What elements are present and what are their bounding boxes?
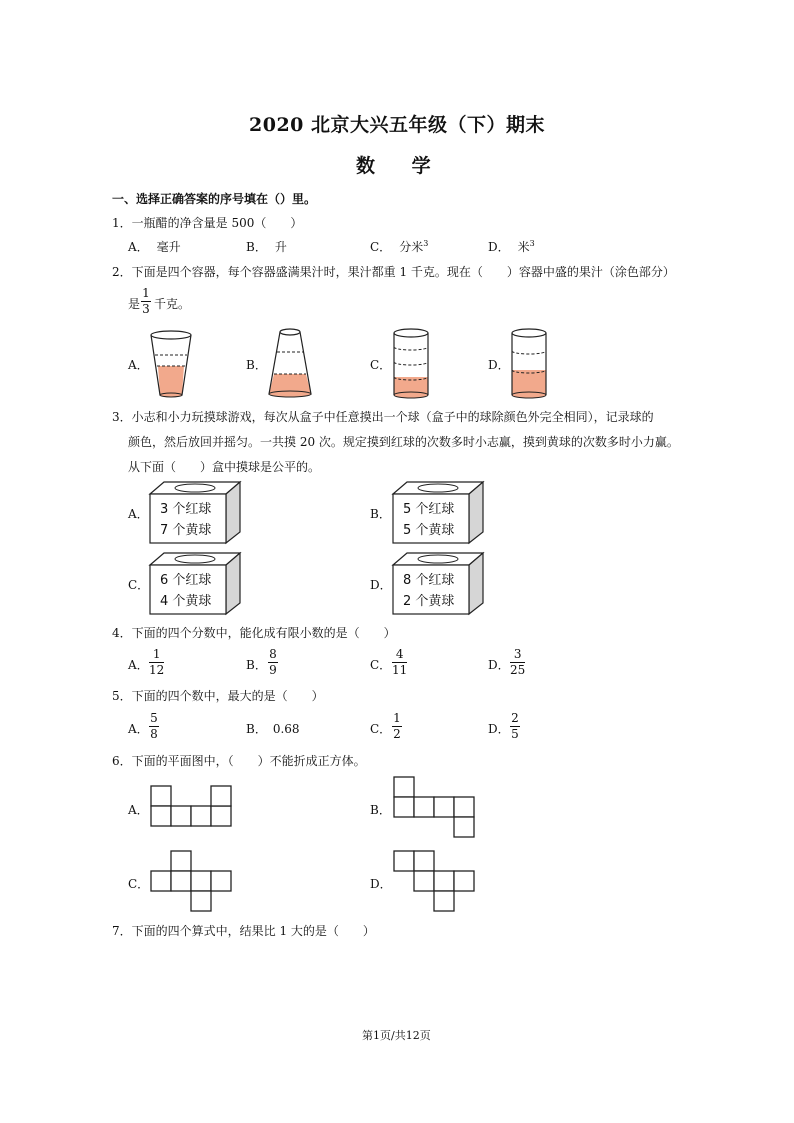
container-c-image[interactable] (389, 325, 433, 399)
q6-option-b-label[interactable]: B． (370, 803, 391, 817)
q4-option-b-fraction[interactable]: 8 9 (269, 647, 277, 677)
q6-option-d-label[interactable]: D． (370, 877, 392, 891)
page-title: 2020 北京大兴五年级（下）期末 (249, 114, 545, 136)
q1-option-d[interactable]: D． 米$^3$ (488, 239, 535, 254)
q2-option-b-label[interactable]: B． (246, 358, 267, 372)
q5-option-b[interactable]: B． 0.68 (246, 722, 300, 736)
red-ball-count: 8 个红球 (403, 573, 455, 588)
q5-option-c[interactable]: C． (370, 722, 392, 736)
q2-option-d-label[interactable]: D． (488, 358, 510, 372)
q6-net-d[interactable] (393, 850, 477, 914)
q6-net-a[interactable] (150, 785, 234, 829)
question-4-stem: 4．下面的四个分数中，能化成有限小数的是（ ） (112, 626, 396, 640)
q4-option-a[interactable]: A． (128, 658, 149, 672)
juice-fill (512, 370, 546, 395)
q3-box-c[interactable] (148, 551, 242, 615)
q3-option-d-label[interactable]: D． (370, 578, 392, 592)
q1-option-c[interactable]: C． 分米$^3$ (370, 239, 429, 254)
yellow-ball-count: 2 个黄球 (403, 594, 455, 609)
section-heading: 一、选择正确答案的序号填在（）里。 (112, 192, 317, 206)
q4-option-c[interactable]: C． (370, 658, 392, 672)
q5-option-d[interactable]: D． (488, 722, 510, 736)
q3-box-a[interactable] (148, 480, 242, 544)
q5-option-c-fraction[interactable]: 1 2 (393, 711, 401, 741)
yellow-ball-count: 7 个黄球 (160, 523, 212, 538)
q3-option-b-label[interactable]: B． (370, 507, 391, 521)
q5-option-d-fraction[interactable]: 2 5 (511, 711, 519, 741)
red-ball-count: 5 个红球 (403, 502, 455, 517)
q3-box-d[interactable] (391, 551, 485, 615)
q2-option-c-label[interactable]: C． (370, 358, 392, 372)
question-7-stem: 7．下面的四个算式中，结果比 1 大的是（ ） (112, 924, 375, 938)
q6-net-b[interactable] (393, 776, 477, 840)
question-3-stem-line-3: 从下面（ ）盒中摸球是公平的。 (128, 460, 321, 474)
q2-option-a-label[interactable]: A． (128, 358, 149, 372)
yellow-ball-count: 5 个黄球 (403, 523, 455, 538)
q4-option-d[interactable]: D． (488, 658, 510, 672)
q3-box-b[interactable] (391, 480, 485, 544)
juice-fill (158, 366, 184, 395)
question-3-stem-line-1: 3．小志和小力玩摸球游戏，每次从盒子中任意摸出一个球（盒子中的球除颜色外完全相同），记录球的 (112, 410, 654, 424)
q1-option-b[interactable]: B． 升 (246, 240, 287, 254)
question-2-stem: 2．下面是四个容器，每个容器盛满果汁时，果汁都重 1 千克。现在（ ）容器中盛的果汁（涂色部分） (112, 265, 675, 279)
red-ball-count: 3 个红球 (160, 502, 212, 517)
question-6-stem: 6．下面的平面图中，（ ）不能折成正方体。 (112, 754, 366, 768)
red-ball-count: 6 个红球 (160, 573, 212, 588)
container-a-image[interactable] (148, 325, 194, 399)
q3-option-a-label[interactable]: A． (128, 507, 149, 521)
question-3-stem-line-2: 颜色，然后放回并摇匀。一共摸 20 次。规定摸到红球的次数多时小志赢，摸到黄球的次数多时小力赢。 (128, 435, 679, 449)
q5-option-a[interactable]: A． (128, 722, 149, 736)
page-footer: 第1页/共12页 (362, 1029, 431, 1042)
container-d-image[interactable] (507, 325, 551, 399)
q5-option-a-fraction[interactable]: 5 8 (150, 711, 158, 741)
container-b-image[interactable] (266, 325, 314, 399)
q4-option-b[interactable]: B． (246, 658, 267, 672)
q3-option-c-label[interactable]: C． (128, 578, 150, 592)
question-5-stem: 5．下面的四个数中，最大的是（ ） (112, 689, 324, 703)
yellow-ball-count: 4 个黄球 (160, 594, 212, 609)
question-1-stem: 1．一瓶醋的净含量是 500（ ） (112, 216, 303, 230)
q2-stem-prefix: 是 (128, 297, 141, 311)
q6-option-a-label[interactable]: A． (128, 803, 149, 817)
q6-option-c-label[interactable]: C． (128, 877, 150, 891)
q4-option-a-fraction[interactable]: 1 12 (149, 647, 165, 677)
q6-net-c[interactable] (150, 850, 234, 914)
subject-title: 数 学 (356, 155, 431, 177)
q4-option-d-fraction[interactable]: 3 25 (510, 647, 526, 677)
q2-fraction: 1 3 (142, 286, 150, 316)
q4-option-c-fraction[interactable]: 4 11 (392, 647, 408, 677)
q1-option-a[interactable]: A． 毫升 (128, 240, 181, 254)
q2-stem-suffix: 千克。 (154, 297, 191, 311)
